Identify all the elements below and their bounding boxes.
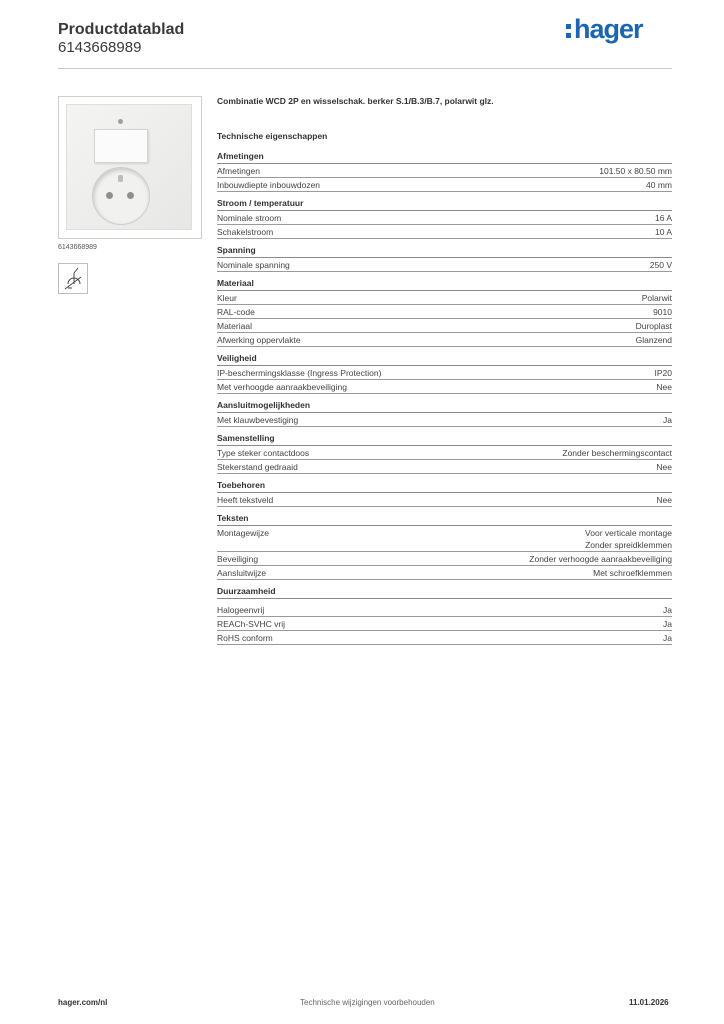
spec-value-line: 16 A bbox=[654, 213, 672, 223]
spec-label: Heeft tekstveld bbox=[217, 495, 274, 505]
spec-value bbox=[593, 567, 672, 579]
spec-value bbox=[650, 259, 672, 271]
document-number: 6143668989 bbox=[58, 39, 142, 56]
spec-value-line: IP20 bbox=[654, 368, 672, 378]
spec-value-line: 9010 bbox=[653, 307, 672, 317]
section-title: Technische eigenschappen bbox=[217, 131, 328, 141]
spec-row bbox=[217, 552, 672, 566]
spec-label: Met klauwbevestiging bbox=[217, 415, 299, 425]
spec-row bbox=[217, 225, 672, 239]
spec-group bbox=[217, 399, 672, 427]
spec-value-line: Nee bbox=[656, 382, 672, 392]
spec-row bbox=[217, 333, 672, 347]
spec-label: Halogeenvrij bbox=[217, 605, 265, 615]
spec-group-title: Spanning bbox=[217, 244, 672, 258]
spec-group bbox=[217, 352, 672, 394]
document-title: Productdatablad bbox=[58, 21, 185, 38]
spec-row bbox=[217, 258, 672, 272]
spec-row bbox=[217, 526, 672, 552]
logo-dots-icon bbox=[566, 21, 572, 39]
spec-label: Aansluitwijze bbox=[217, 568, 267, 578]
spec-row bbox=[217, 413, 672, 427]
spec-row bbox=[217, 164, 672, 178]
spec-value-line: Zonder beschermingscontact bbox=[562, 448, 672, 458]
spec-row bbox=[217, 566, 672, 580]
switch-rocker bbox=[94, 129, 148, 163]
product-description: Combinatie WCD 2P en wisselschak. berker S.1/B.3/B.7, polarwit glz. bbox=[217, 96, 494, 106]
spec-group-title: Toebehoren bbox=[217, 479, 672, 493]
spec-value bbox=[656, 494, 672, 506]
footer-date: 11.01.2026 bbox=[629, 998, 669, 1007]
spec-value bbox=[655, 226, 672, 238]
spec-value bbox=[653, 306, 672, 318]
header-divider bbox=[58, 68, 672, 69]
spec-row bbox=[217, 493, 672, 507]
spec-label: Schakelstroom bbox=[217, 227, 274, 237]
spec-row bbox=[217, 617, 672, 631]
spec-value-line: 101.50 x 80.50 mm bbox=[599, 166, 672, 176]
spec-value-line: Duroplast bbox=[635, 321, 672, 331]
spec-row bbox=[217, 211, 672, 225]
spec-value bbox=[529, 553, 672, 565]
spec-label: REACh-SVHC vrij bbox=[217, 619, 286, 629]
spec-value-line: 10 A bbox=[654, 227, 672, 237]
spec-value-line: Met schroefklemmen bbox=[593, 568, 672, 578]
switch-led bbox=[118, 119, 123, 124]
spec-value-line: Ja bbox=[663, 605, 672, 615]
spec-label: Type steker contactdoos bbox=[217, 448, 310, 458]
logo-text: hager bbox=[574, 14, 643, 44]
earth-pin bbox=[118, 175, 123, 182]
footer-website[interactable]: hager.com/nl bbox=[58, 998, 108, 1007]
spec-label: RoHS conform bbox=[217, 633, 273, 643]
spec-value bbox=[656, 461, 672, 473]
product-photo bbox=[58, 96, 202, 239]
spec-label: Kleur bbox=[217, 293, 237, 303]
content bbox=[217, 94, 672, 650]
spec-label: Montagewijze bbox=[217, 528, 269, 538]
spec-group-title: Afmetingen bbox=[217, 150, 672, 164]
spec-value bbox=[562, 447, 672, 459]
spec-row bbox=[217, 460, 672, 474]
spec-label: Afwerking oppervlakte bbox=[217, 335, 301, 345]
spec-group-title: Materiaal bbox=[217, 277, 672, 291]
spec-label: Nominale stroom bbox=[217, 213, 282, 223]
spec-value-line: Ja bbox=[663, 619, 672, 629]
spec-value-line: Glanzend bbox=[635, 335, 672, 345]
spec-value-line: Zonder verhoogde aanraakbeveiliging bbox=[529, 554, 672, 564]
spec-value-line: Ja bbox=[663, 415, 672, 425]
socket-with-switch-schematic-icon bbox=[58, 263, 88, 294]
spec-group-title: Samenstelling bbox=[217, 432, 672, 446]
spec-row bbox=[217, 603, 672, 617]
spec-value bbox=[663, 604, 672, 616]
spec-value bbox=[663, 632, 672, 644]
spec-group-title: Teksten bbox=[217, 512, 672, 526]
pin-hole-right bbox=[127, 192, 134, 199]
spec-value-line: Voor verticale montage bbox=[585, 528, 672, 538]
spec-value bbox=[642, 292, 672, 304]
spec-groups bbox=[217, 150, 672, 645]
spec-value-line: Ja bbox=[663, 633, 672, 643]
spec-value bbox=[655, 212, 672, 224]
spec-label: IP-beschermingsklasse (Ingress Protection) bbox=[217, 368, 382, 378]
spec-value bbox=[646, 179, 672, 191]
spec-row bbox=[217, 319, 672, 333]
spec-group bbox=[217, 197, 672, 239]
spec-value-line: Nee bbox=[656, 495, 672, 505]
spec-row bbox=[217, 631, 672, 645]
spec-label: RAL-code bbox=[217, 307, 255, 317]
spec-label: Stekerstand gedraaid bbox=[217, 462, 298, 472]
spec-group bbox=[217, 432, 672, 474]
spec-value-line: 40 mm bbox=[646, 180, 672, 190]
spec-label: Materiaal bbox=[217, 321, 252, 331]
spec-value-line: Nee bbox=[656, 462, 672, 472]
spec-value bbox=[663, 618, 672, 630]
footer-disclaimer: Technische wijzigingen voorbehouden bbox=[300, 998, 435, 1007]
spec-value bbox=[636, 320, 672, 332]
spec-group-title: Aansluitmogelijkheden bbox=[217, 399, 672, 413]
spec-row bbox=[217, 305, 672, 319]
photo-caption: 6143668989 bbox=[58, 244, 97, 251]
spec-group bbox=[217, 150, 672, 192]
spec-value bbox=[636, 334, 672, 346]
spec-value bbox=[656, 381, 672, 393]
spec-row bbox=[217, 178, 672, 192]
spec-label: Afmetingen bbox=[217, 166, 260, 176]
spec-value-line: Zonder spreidklemmen bbox=[585, 540, 672, 550]
spec-group-title: Veiligheid bbox=[217, 352, 672, 366]
spec-value-line: 250 V bbox=[649, 260, 672, 270]
spec-group bbox=[217, 512, 672, 580]
spec-row bbox=[217, 446, 672, 460]
spec-label: Beveiliging bbox=[217, 554, 259, 564]
spec-value bbox=[599, 165, 672, 177]
spec-value bbox=[585, 527, 672, 551]
spec-row bbox=[217, 291, 672, 305]
spec-group bbox=[217, 277, 672, 347]
spec-group-title: Stroom / temperatuur bbox=[217, 197, 672, 211]
spec-group bbox=[217, 479, 672, 507]
spec-value bbox=[655, 367, 673, 379]
spec-row bbox=[217, 366, 672, 380]
hager-logo bbox=[566, 14, 643, 45]
socket-outlet bbox=[92, 167, 150, 225]
spec-group bbox=[217, 244, 672, 272]
spec-label: Inbouwdiepte inbouwdozen bbox=[217, 180, 321, 190]
spec-group-title: Duurzaamheid bbox=[217, 585, 672, 599]
spec-row bbox=[217, 380, 672, 394]
spec-label: Nominale spanning bbox=[217, 260, 290, 270]
pin-hole-left bbox=[106, 192, 113, 199]
spec-value bbox=[663, 414, 672, 426]
wall-plate bbox=[66, 104, 192, 230]
spec-label: Met verhoogde aanraakbeveiliging bbox=[217, 382, 347, 392]
spec-value-line: Polarwit bbox=[641, 293, 672, 303]
spec-group bbox=[217, 585, 672, 645]
